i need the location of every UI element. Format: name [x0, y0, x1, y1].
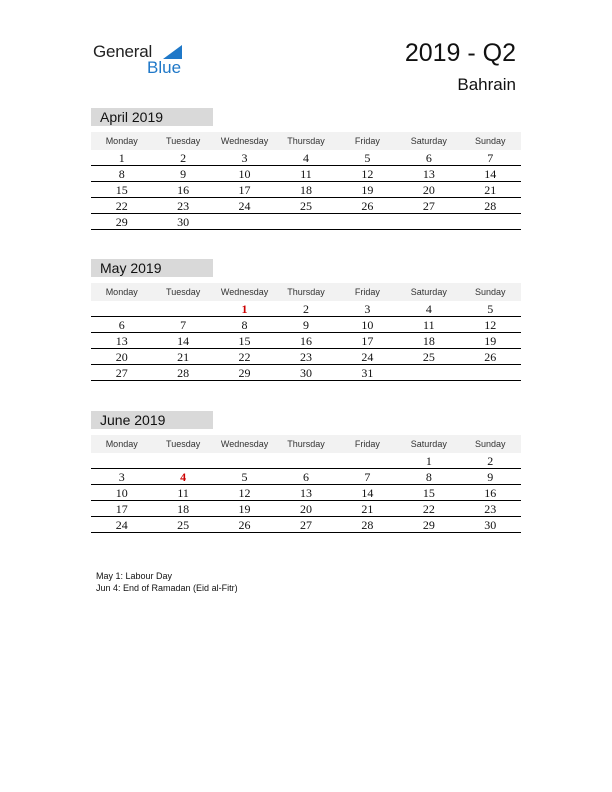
- empty-day-cell: [214, 453, 275, 468]
- weekday-label: Sunday: [474, 439, 506, 449]
- country-name: Bahrain: [457, 75, 516, 94]
- day-cell: 26: [484, 350, 497, 364]
- day-cell: 3: [241, 151, 248, 165]
- empty-day-cell: [91, 453, 152, 468]
- day-cell: 19: [484, 334, 497, 348]
- day-cell: 4: [425, 302, 432, 316]
- weekday-label: Tuesday: [166, 439, 201, 449]
- day-cell: 29: [238, 366, 251, 380]
- weekday-label: Sunday: [474, 136, 506, 146]
- day-cell: 4: [302, 151, 309, 165]
- day-cell: 20: [115, 350, 128, 364]
- holiday-note: May 1: Labour Day: [96, 571, 173, 581]
- day-cell: 14: [361, 486, 374, 500]
- week-row: [91, 453, 521, 469]
- day-cell: 25: [177, 518, 190, 532]
- weekday-label: Thursday: [287, 287, 325, 297]
- month-title: April 2019: [91, 108, 213, 126]
- day-cell: 2: [487, 454, 494, 468]
- day-cell: 11: [177, 486, 189, 500]
- empty-day-cell: [460, 365, 521, 380]
- week-row: [91, 166, 521, 182]
- month-calendar: [91, 108, 521, 230]
- day-cell: 22: [115, 199, 128, 213]
- week-row: [91, 182, 521, 198]
- weekday-label: Monday: [105, 287, 138, 297]
- weekday-header: [91, 435, 521, 453]
- day-cell: 17: [238, 183, 251, 197]
- weekday-label: Saturday: [410, 439, 447, 449]
- day-cell: 28: [177, 366, 190, 380]
- day-cell: 13: [299, 486, 312, 500]
- weekday-label: Thursday: [287, 439, 325, 449]
- day-cell: 25: [422, 350, 435, 364]
- day-cell: 19: [238, 502, 251, 516]
- empty-day-cell: [275, 453, 336, 468]
- day-cell: 16: [177, 183, 190, 197]
- day-cell: 6: [425, 151, 432, 165]
- day-cell: 19: [361, 183, 374, 197]
- day-cell: 18: [299, 183, 312, 197]
- day-cell: 17: [361, 334, 374, 348]
- day-cell: 8: [425, 470, 432, 484]
- day-cell: 27: [422, 199, 435, 213]
- day-cell: 20: [422, 183, 435, 197]
- day-cell: 23: [299, 350, 312, 364]
- day-cell: 21: [361, 502, 374, 516]
- logo: [93, 42, 193, 82]
- day-cell: 11: [300, 167, 312, 181]
- weekday-label: Saturday: [410, 136, 447, 146]
- day-cell: 14: [484, 167, 497, 181]
- day-cell: 18: [422, 334, 435, 348]
- day-cell: 7: [364, 470, 371, 484]
- month-calendar: [91, 411, 521, 533]
- week-row: [91, 365, 521, 381]
- day-cell: 13: [115, 334, 128, 348]
- weekday-label: Friday: [354, 287, 380, 297]
- day-cell: 9: [487, 470, 494, 484]
- day-cell: 2: [180, 151, 187, 165]
- day-cell: 21: [177, 350, 190, 364]
- week-row: [91, 485, 521, 501]
- day-cell: 9: [302, 318, 309, 332]
- day-cell: 21: [484, 183, 497, 197]
- logo-blue-text: Blue: [147, 58, 182, 77]
- month-calendar: [91, 259, 521, 381]
- holiday-note: Jun 4: End of Ramadan (Eid al-Fitr): [96, 583, 238, 593]
- day-cell: 26: [361, 199, 374, 213]
- day-cell: 30: [177, 215, 190, 229]
- day-cell: 15: [422, 486, 435, 500]
- day-cell: 22: [238, 350, 251, 364]
- day-cell: 6: [302, 470, 309, 484]
- holiday-notes: [96, 570, 238, 594]
- day-cell: 15: [238, 334, 251, 348]
- day-cell: 7: [180, 318, 187, 332]
- empty-day-cell: [214, 214, 275, 229]
- day-cell: 4: [180, 470, 187, 484]
- empty-day-cell: [152, 453, 213, 468]
- weekday-label: Sunday: [474, 287, 506, 297]
- weekday-header: [91, 283, 521, 301]
- empty-day-cell: [337, 453, 398, 468]
- day-cell: 15: [115, 183, 128, 197]
- day-cell: 5: [241, 470, 248, 484]
- month-title: June 2019: [91, 411, 213, 429]
- day-cell: 13: [422, 167, 435, 181]
- day-cell: 9: [180, 167, 187, 181]
- day-cell: 24: [115, 518, 128, 532]
- day-cell: 16: [299, 334, 312, 348]
- day-cell: 7: [487, 151, 494, 165]
- week-row: [91, 501, 521, 517]
- day-cell: 22: [422, 502, 435, 516]
- logo-triangle-icon: [163, 45, 182, 59]
- day-cell: 27: [299, 518, 312, 532]
- weekday-label: Saturday: [410, 287, 447, 297]
- day-cell: 24: [238, 199, 251, 213]
- day-cell: 26: [238, 518, 251, 532]
- week-row: [91, 333, 521, 349]
- week-row: [91, 301, 521, 317]
- weekday-label: Wednesday: [220, 136, 269, 146]
- day-cell: 5: [487, 302, 494, 316]
- day-cell: 30: [299, 366, 312, 380]
- week-row: [91, 150, 521, 166]
- day-cell: 29: [115, 215, 128, 229]
- week-row: [91, 214, 521, 230]
- day-cell: 12: [238, 486, 251, 500]
- month-title: May 2019: [91, 259, 213, 277]
- weekday-label: Wednesday: [220, 287, 269, 297]
- day-cell: 31: [361, 366, 374, 380]
- day-cell: 28: [484, 199, 497, 213]
- day-cell: 10: [361, 318, 374, 332]
- day-cell: 10: [115, 486, 128, 500]
- empty-day-cell: [398, 214, 459, 229]
- weekday-label: Thursday: [287, 136, 325, 146]
- weekday-label: Monday: [105, 439, 138, 449]
- day-cell: 17: [115, 502, 128, 516]
- logo-general-text: General: [93, 42, 153, 61]
- day-cell: 16: [484, 486, 497, 500]
- weekday-label: Wednesday: [220, 439, 269, 449]
- weekday-label: Friday: [354, 439, 380, 449]
- empty-day-cell: [275, 214, 336, 229]
- empty-day-cell: [460, 214, 521, 229]
- day-cell: 28: [361, 518, 374, 532]
- day-cell: 14: [177, 334, 190, 348]
- weekday-label: Monday: [105, 136, 138, 146]
- week-row: [91, 198, 521, 214]
- week-row: [91, 517, 521, 533]
- day-cell: 18: [177, 502, 190, 516]
- day-cell: 12: [361, 167, 374, 181]
- weekday-label: Tuesday: [166, 136, 201, 146]
- week-row: [91, 349, 521, 365]
- day-cell: 5: [364, 151, 371, 165]
- page-title: 2019 - Q2: [404, 39, 516, 67]
- day-cell: 8: [241, 318, 248, 332]
- day-cell: 24: [361, 350, 374, 364]
- day-cell: 3: [118, 470, 125, 484]
- weekday-label: Friday: [354, 136, 380, 146]
- day-cell: 23: [484, 502, 497, 516]
- day-cell: 23: [177, 199, 190, 213]
- day-cell: 11: [423, 318, 435, 332]
- day-cell: 30: [484, 518, 497, 532]
- week-row: [91, 469, 521, 485]
- weekday-header: [91, 132, 521, 150]
- day-cell: 12: [484, 318, 497, 332]
- day-cell: 1: [118, 151, 125, 165]
- week-row: [91, 317, 521, 333]
- weekday-label: Tuesday: [166, 287, 201, 297]
- day-cell: 1: [241, 302, 248, 316]
- empty-day-cell: [91, 301, 152, 316]
- day-cell: 6: [118, 318, 125, 332]
- day-cell: 8: [118, 167, 125, 181]
- empty-day-cell: [337, 214, 398, 229]
- day-cell: 25: [299, 199, 312, 213]
- day-cell: 27: [115, 366, 128, 380]
- day-cell: 10: [238, 167, 251, 181]
- day-cell: 2: [302, 302, 309, 316]
- empty-day-cell: [398, 365, 459, 380]
- empty-day-cell: [152, 301, 213, 316]
- day-cell: 1: [425, 454, 432, 468]
- day-cell: 20: [299, 502, 312, 516]
- day-cell: 3: [364, 302, 371, 316]
- day-cell: 29: [422, 518, 435, 532]
